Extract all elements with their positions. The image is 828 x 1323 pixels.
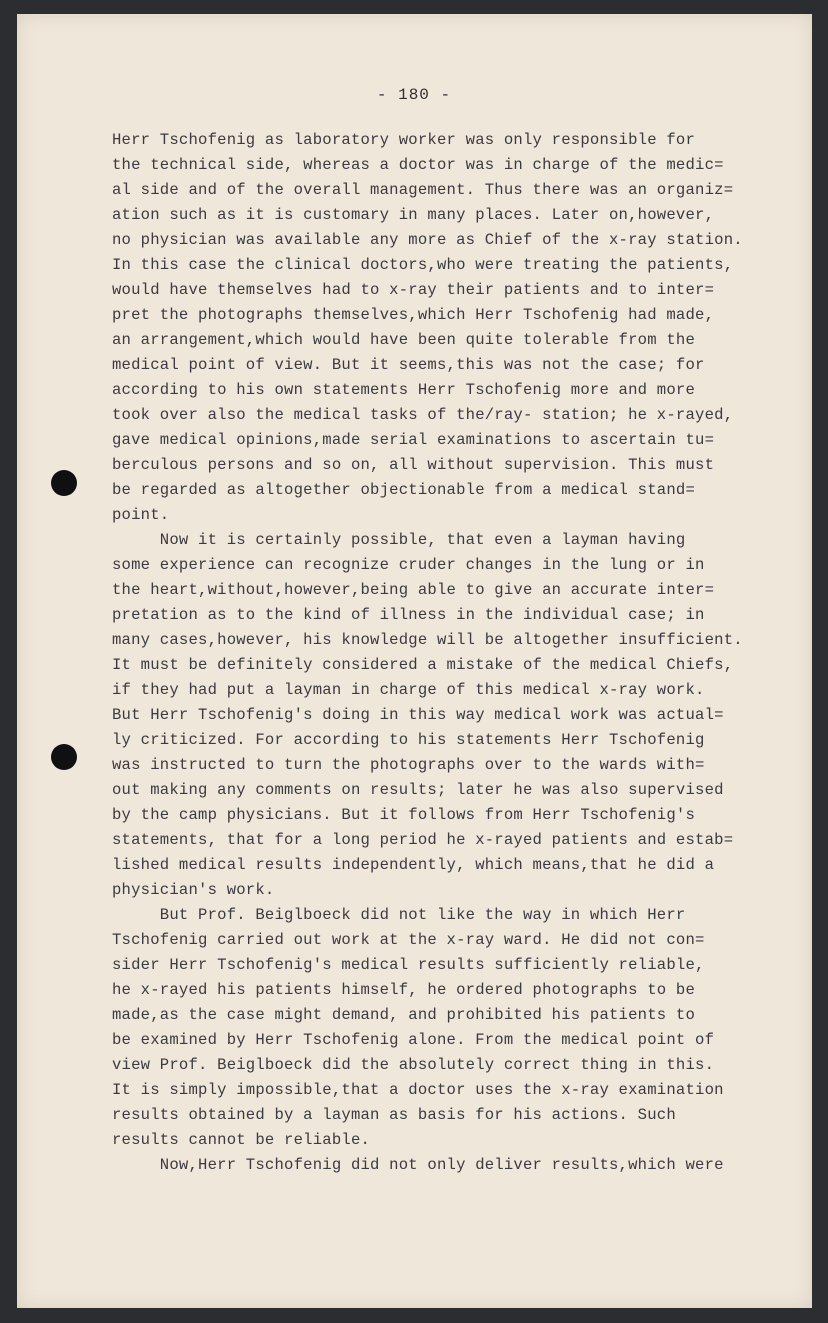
punch-hole — [51, 744, 77, 770]
text-line: no physician was available any more as Chief of the x-ray station. — [112, 231, 743, 249]
text-line: al side and of the overall management. Thus there was an organiz= — [112, 181, 734, 199]
text-line: gave medical opinions,made serial examinations to ascertain tu= — [112, 431, 715, 449]
punch-hole — [51, 470, 77, 496]
text-line: Herr Tschofenig as laboratory worker was only responsible for — [112, 131, 696, 149]
text-line: point. — [112, 506, 170, 524]
text-line: Now it is certainly possible, that even a layman having — [112, 531, 686, 549]
text-line: according to his own statements Herr Tschofenig more and more — [112, 381, 696, 399]
text-line: In this case the clinical doctors,who were treating the patients, — [112, 256, 734, 274]
text-line: view Prof. Beiglboeck did the absolutely correct thing in this. — [112, 1056, 715, 1074]
text-line: many cases,however, his knowledge will be altogether insufficient. — [112, 631, 743, 649]
text-line: But Herr Tschofenig's doing in this way medical work was actual= — [112, 706, 724, 724]
text-line: he x-rayed his patients himself, he ordered photographs to be — [112, 981, 696, 999]
text-line: results cannot be reliable. — [112, 1131, 371, 1149]
text-line: some experience can recognize cruder changes in the lung or in — [112, 556, 705, 574]
document-body — [112, 128, 802, 1178]
text-line: took over also the medical tasks of the/ray- station; he x-rayed, — [112, 406, 734, 424]
text-line: by the camp physicians. But it follows from Herr Tschofenig's — [112, 806, 696, 824]
text-line: It must be definitely considered a mistake of the medical Chiefs, — [112, 656, 734, 674]
text-line: pretation as to the kind of illness in the individual case; in — [112, 606, 705, 624]
text-line: the heart,without,however,being able to give an accurate inter= — [112, 581, 715, 599]
text-line: would have themselves had to x-ray their patients and to inter= — [112, 281, 715, 299]
page-number: - 180 - — [376, 86, 452, 104]
text-line: the technical side, whereas a doctor was in charge of the medic= — [112, 156, 724, 174]
text-line: ly criticized. For according to his statements Herr Tschofenig — [112, 731, 705, 749]
text-line: results obtained by a layman as basis for his actions. Such — [112, 1106, 676, 1124]
text-line: if they had put a layman in charge of this medical x-ray work. — [112, 681, 705, 699]
text-line: an arrangement,which would have been quite tolerable from the — [112, 331, 696, 349]
text-line: It is simply impossible,that a doctor uses the x-ray examination — [112, 1081, 724, 1099]
text-line: medical point of view. But it seems,this was not the case; for — [112, 356, 705, 374]
text-line: berculous persons and so on, all without supervision. This must — [112, 456, 715, 474]
text-line: ation such as it is customary in many places. Later on,however, — [112, 206, 715, 224]
text-line: be examined by Herr Tschofenig alone. From the medical point of — [112, 1031, 715, 1049]
text-line: physician's work. — [112, 881, 275, 899]
text-line: out making any comments on results; later he was also supervised — [112, 781, 724, 799]
text-line: statements, that for a long period he x-rayed patients and estab= — [112, 831, 734, 849]
text-line: Tschofenig carried out work at the x-ray ward. He did not con= — [112, 931, 705, 949]
text-line: pret the photographs themselves,which Herr Tschofenig had made, — [112, 306, 715, 324]
text-line: But Prof. Beiglboeck did not like the way in which Herr — [112, 906, 686, 924]
text-line: Now,Herr Tschofenig did not only deliver results,which were — [112, 1156, 724, 1174]
text-line: be regarded as altogether objectionable from a medical stand= — [112, 481, 696, 499]
text-line: sider Herr Tschofenig's medical results sufficiently reliable, — [112, 956, 705, 974]
text-line: was instructed to turn the photographs over to the wards with= — [112, 756, 705, 774]
text-line: lished medical results independently, which means,that he did a — [112, 856, 715, 874]
text-line: made,as the case might demand, and prohibited his patients to — [112, 1006, 696, 1024]
